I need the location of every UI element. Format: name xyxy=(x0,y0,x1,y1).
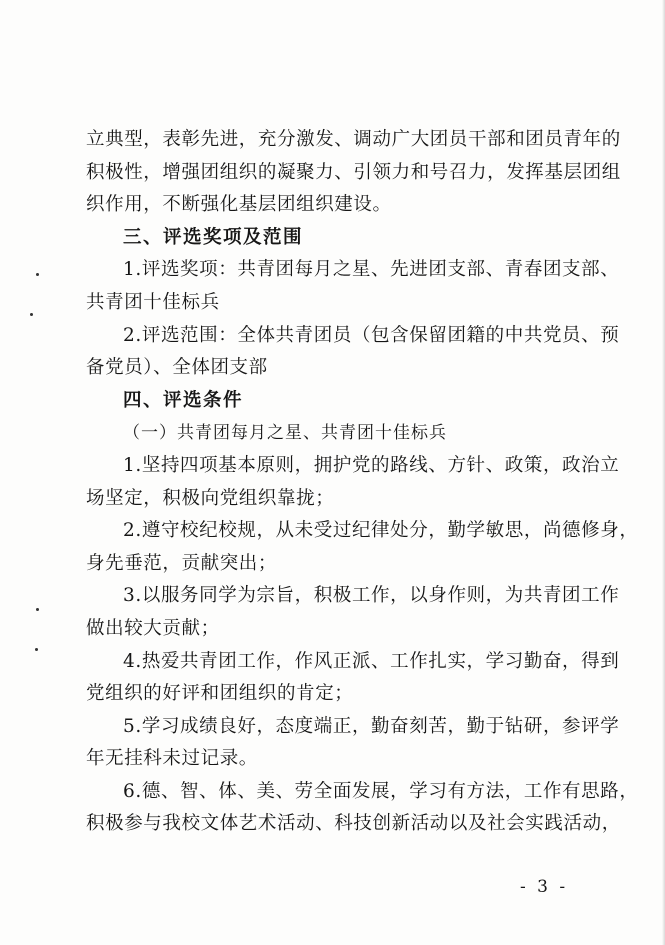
paragraph-line: 1.坚持四项基本原则，拥护党的路线、方针、政策，政治立 xyxy=(123,454,620,476)
paragraph-line: 场坚定，积极向党组织靠拢； xyxy=(86,487,335,509)
page-number: - 3 - xyxy=(520,877,569,897)
paragraph-line: 积极性，增强团组织的凝聚力、引领力和号召力，发挥基层团组 xyxy=(86,161,621,183)
scan-speck xyxy=(30,313,33,316)
scan-speck xyxy=(36,273,39,276)
paragraph-line: 备党员）、全体团支部 xyxy=(86,357,268,379)
paragraph-line: 织作用，不断强化基层团组织建设。 xyxy=(86,194,392,216)
paragraph-line: 党组织的好评和团组织的肯定； xyxy=(86,683,354,705)
paragraph-line: 身先垂范，贡献突出； xyxy=(86,552,278,574)
paragraph-line: 立典型，表彰先进，充分激发、调动广大团员干部和团员青年的 xyxy=(86,129,621,150)
section-heading: 三、评选奖项及范围 xyxy=(123,226,304,248)
paragraph-line: 2.评选范围：全体共青团员（包含保留团籍的中共党员、预 xyxy=(123,324,620,346)
paragraph-line: 做出较大贡献； xyxy=(86,617,220,639)
paragraph-line: 积极参与我校文体艺术活动、科技创新活动以及社会实践活动， xyxy=(86,813,621,835)
paragraph-line: 共青团十佳标兵 xyxy=(86,291,220,313)
subsection-heading: （一）共青团每月之星、共青团十佳标兵 xyxy=(123,423,447,444)
paragraph-line: 6.德、智、体、美、劳全面发展，学习有方法，工作有思路， xyxy=(123,780,639,802)
document-body xyxy=(86,124,639,841)
paragraph-line: 年无挂科未过记录。 xyxy=(86,748,258,770)
paragraph-line: 1.评选奖项：共青团每月之星、先进团支部、青春团支部、 xyxy=(123,259,620,281)
paragraph-line: 2.遵守校纪校规，从未受过纪律处分，勤学敏思，尚德修身， xyxy=(123,520,639,542)
paragraph-line: 3.以服务同学为宗旨，积极工作，以身作则，为共青团工作 xyxy=(123,585,620,607)
section-heading: 四、评选条件 xyxy=(123,389,244,411)
paragraph-line: 4.热爱共青团工作，作风正派、工作扎实，学习勤奋，得到 xyxy=(123,650,620,672)
scan-speck xyxy=(36,608,39,611)
scan-speck xyxy=(35,648,38,651)
paragraph-line: 5.学习成绩良好，态度端正，勤奋刻苦，勤于钻研，参评学 xyxy=(123,715,620,737)
